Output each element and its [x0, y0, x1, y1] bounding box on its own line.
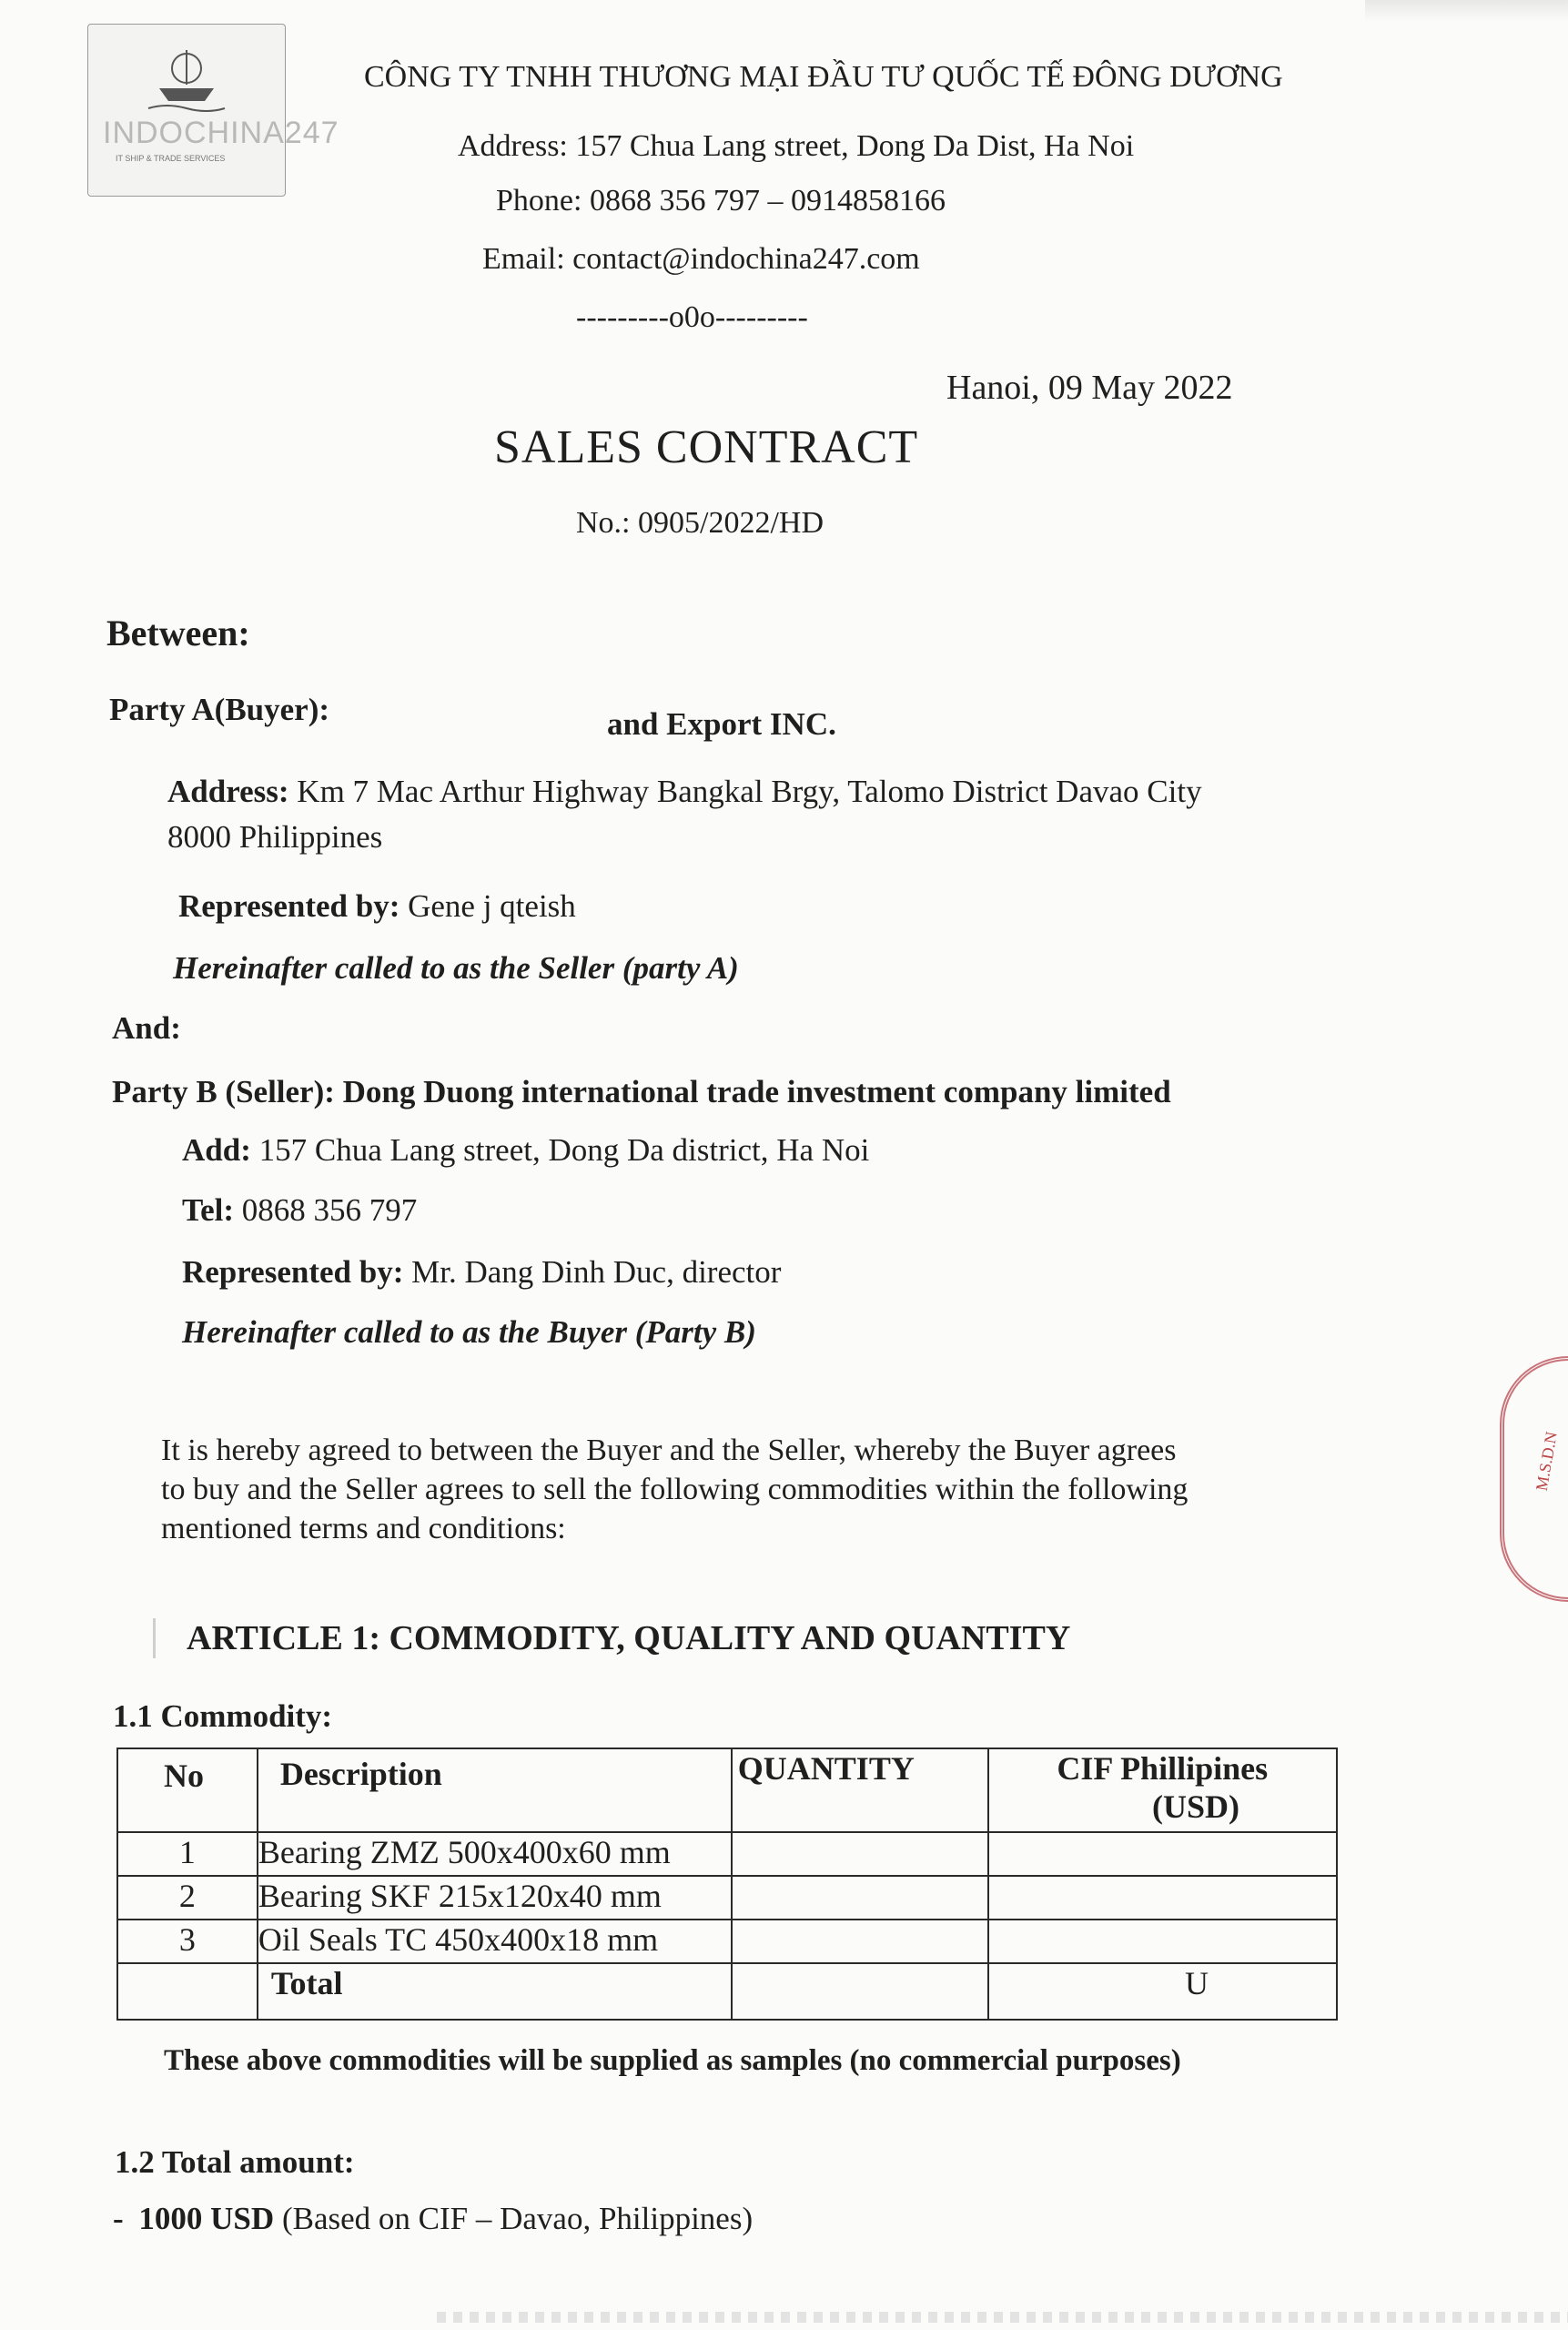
- and-label: And:: [112, 1010, 181, 1046]
- table-row: [117, 1920, 1337, 1963]
- row-2-description: Bearing SKF 215x120x40 mm: [258, 1876, 732, 1920]
- party-b-heading: [112, 1074, 1171, 1110]
- company-name: CÔNG TY TNHH THƯƠNG MẠI ĐẦU TƯ QUỐC TẾ ĐÔNG DƯƠNG: [364, 60, 1283, 94]
- party-b-tel-value: 0868 356 797: [241, 1192, 418, 1228]
- row-2-no: 2: [117, 1876, 258, 1920]
- company-logo: [87, 24, 339, 197]
- ship-icon: [88, 25, 339, 196]
- stamp-text: M.S.D.N: [1532, 1430, 1561, 1493]
- company-address: Address: 157 Chua Lang street, Dong Da Dist, Ha Noi: [458, 129, 1135, 163]
- total-amount-heading: 1.2 Total amount:: [115, 2144, 355, 2180]
- party-a-address-label: Address:: [167, 774, 289, 809]
- party-a-rep-label: Represented by:: [178, 888, 400, 924]
- table-row: [117, 1832, 1337, 1876]
- col-header-cif-line1: CIF Phillipines: [1057, 1750, 1269, 1787]
- party-b-hereinafter: Hereinafter called to as the Buyer (Party B): [182, 1314, 756, 1350]
- party-a-name: and Export INC.: [607, 706, 836, 742]
- table-header-row: [117, 1748, 1337, 1832]
- col-header-quantity: QUANTITY: [732, 1748, 988, 1832]
- row-2-cif: [988, 1876, 1337, 1920]
- party-b-name: Dong Duong international trade investment company limited: [342, 1074, 1171, 1109]
- row-1-description: Bearing ZMZ 500x400x60 mm: [258, 1832, 732, 1876]
- total-quantity: [732, 1963, 988, 2020]
- company-stamp: [1500, 1356, 1568, 1602]
- party-a-address: [167, 774, 1202, 810]
- row-1-quantity: [732, 1832, 988, 1876]
- party-a-rep-value: Gene j qteish: [408, 888, 576, 924]
- contract-number: No.: 0905/2022/HD: [576, 506, 824, 540]
- party-b-tel-label: Tel:: [182, 1192, 235, 1228]
- total-amount-dash: -: [113, 2201, 124, 2236]
- row-3-cif: [988, 1920, 1337, 1963]
- total-label: Total: [258, 1963, 732, 2020]
- agreement-line-1: It is hereby agreed to between the Buyer and the Seller, whereby the Buyer agrees: [161, 1433, 1177, 1467]
- row-2-quantity: [732, 1876, 988, 1920]
- col-header-cif-line2: (USD): [1152, 1788, 1239, 1825]
- total-value: U: [988, 1963, 1337, 2020]
- party-b-tel: [182, 1192, 417, 1229]
- scan-edge-shadow: [1365, 0, 1568, 22]
- row-1-cif: [988, 1832, 1337, 1876]
- samples-note: These above commodities will be supplied as samples (no commercial purposes): [164, 2044, 1181, 2077]
- row-3-quantity: [732, 1920, 988, 1963]
- page-title: SALES CONTRACT: [494, 421, 919, 473]
- party-a-representative: [178, 888, 576, 925]
- logo-tagline: IT SHIP & TRADE SERVICES: [116, 154, 226, 163]
- commodity-table: [116, 1748, 1338, 2021]
- company-email: Email: contact@indochina247.com: [482, 242, 920, 276]
- total-amount-value: 1000 USD: [138, 2201, 275, 2236]
- party-b-address: [182, 1132, 869, 1169]
- party-b-add-value: 157 Chua Lang street, Dong Da district, Ha Noi: [258, 1132, 870, 1168]
- party-b-rep-label: Represented by:: [182, 1254, 404, 1290]
- party-a-address-line1: Km 7 Mac Arthur Highway Bangkal Brgy, Talomo District Davao City: [297, 774, 1202, 809]
- party-b-label: Party B (Seller):: [112, 1074, 335, 1109]
- total-amount-basis: (Based on CIF – Davao, Philippines): [281, 2201, 754, 2236]
- agreement-paragraph: [161, 1431, 1381, 1548]
- col-header-description: Description: [258, 1748, 732, 1832]
- total-amount-line: [113, 2201, 753, 2237]
- between-heading: Between:: [106, 613, 250, 653]
- article-1-heading: ARTICLE 1: COMMODITY, QUALITY AND QUANTITY: [153, 1618, 1361, 1658]
- commodity-heading: 1.1 Commodity:: [113, 1698, 333, 1734]
- company-phone: Phone: 0868 356 797 – 0914858166: [496, 184, 946, 218]
- row-1-no: 1: [117, 1832, 258, 1876]
- row-3-description: Oil Seals TC 450x400x18 mm: [258, 1920, 732, 1963]
- col-header-cif: [988, 1748, 1337, 1832]
- party-b-rep-value: Mr. Dang Dinh Duc, director: [411, 1254, 782, 1290]
- party-a-hereinafter: Hereinafter called to as the Seller (party A): [173, 950, 739, 986]
- party-b-add-label: Add:: [182, 1132, 251, 1168]
- table-row: [117, 1876, 1337, 1920]
- logo-text: INDOCHINA247: [103, 116, 339, 150]
- total-row-no: [117, 1963, 258, 2020]
- agreement-line-3: mentioned terms and conditions:: [161, 1512, 566, 1545]
- col-header-no: No: [117, 1748, 258, 1832]
- scan-bottom-noise: [437, 2312, 1568, 2323]
- party-b-representative: [182, 1254, 781, 1291]
- party-a-label: Party A(Buyer):: [109, 692, 330, 727]
- row-3-no: 3: [117, 1920, 258, 1963]
- table-total-row: [117, 1963, 1337, 2020]
- contract-date: Hanoi, 09 May 2022: [946, 369, 1233, 407]
- header-separator: ---------o0o---------: [576, 300, 808, 334]
- party-a-address-line2: 8000 Philippines: [167, 819, 383, 855]
- agreement-line-2: to buy and the Seller agrees to sell the following commodities within the following: [161, 1473, 1189, 1506]
